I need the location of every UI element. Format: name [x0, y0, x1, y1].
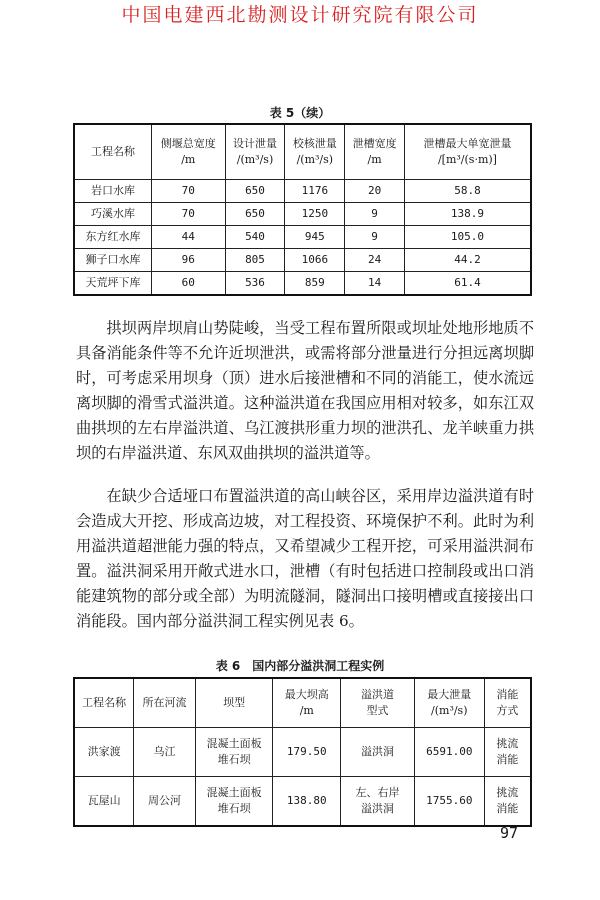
table-cell: 20: [345, 180, 405, 203]
table6-header-spillway-type: 溢洪道 型式: [341, 678, 415, 728]
table-cell: 6591.00: [414, 728, 484, 777]
table-cell: 9: [345, 203, 405, 226]
table-cell: 138.80: [273, 777, 341, 827]
table-cell: 巧溪水库: [74, 203, 152, 226]
table6-header-energy-dissipation: 消能 方式: [484, 678, 531, 728]
table-cell: 混凝土面板 堆石坝: [195, 777, 273, 827]
table6-header-river: 所在河流: [134, 678, 196, 728]
paragraph-text: 在缺少合适垭口布置溢洪道的高山峡谷区，采用岸边溢洪道有时会造成大开挖、形成高边坡，对工程投资、环境保护不利。此时为利用溢洪道超泄能力强的特点，又希望减少工程开挖，可采用溢洪洞布置。溢洪洞采用开敞式进水口，泄槽（有时包括进口控制段或出口消能建筑物的部分或全部）为明流隧洞，隧洞出口接明槽或直接接出口消能段。国内部分溢洪洞工程实例见表 6。: [76, 487, 534, 630]
table-cell: 挑流 消能: [484, 777, 531, 827]
table-cell: 60: [152, 272, 226, 296]
table-cell: 乌江: [134, 728, 196, 777]
table-row: [74, 226, 531, 249]
table-cell: 左、右岸 溢洪洞: [341, 777, 415, 827]
table5-header-project-name: 工程名称: [74, 124, 152, 180]
table6-header-project-name: 工程名称: [74, 678, 134, 728]
table-row: [74, 272, 531, 296]
table-cell: 945: [285, 226, 345, 249]
table-cell: 179.50: [273, 728, 341, 777]
table-cell: 70: [152, 180, 226, 203]
table-cell: 洪家渡: [74, 728, 134, 777]
table-cell: 58.8: [404, 180, 531, 203]
table-cell: 536: [225, 272, 285, 296]
table-cell: 瓦屋山: [74, 777, 134, 827]
table-cell: 1755.60: [414, 777, 484, 827]
table-cell: 24: [345, 249, 405, 272]
table-cell: 650: [225, 203, 285, 226]
table-row: [74, 777, 531, 827]
table-cell: 138.9: [404, 203, 531, 226]
table5-header-chute-width: 泄槽宽度 /m: [345, 124, 405, 180]
table-cell: 挑流 消能: [484, 728, 531, 777]
table-cell: 9: [345, 226, 405, 249]
table6-header-dam-type: 坝型: [195, 678, 273, 728]
table-row: [74, 203, 531, 226]
table5: [73, 123, 532, 296]
table-cell: 溢洪洞: [341, 728, 415, 777]
table-cell: 859: [285, 272, 345, 296]
table5-caption: 表 5（续）: [269, 106, 331, 120]
table-cell: 44: [152, 226, 226, 249]
body-paragraph-2: [76, 484, 534, 634]
table6-caption: 表 6 国内部分溢洪洞工程实例: [215, 659, 385, 673]
table6-header-max-dam-height: 最大坝高 /m: [273, 678, 341, 728]
table-cell: 1176: [285, 180, 345, 203]
table-cell: 70: [152, 203, 226, 226]
table-cell: 61.4: [404, 272, 531, 296]
table-cell: 狮子口水库: [74, 249, 152, 272]
table-cell: 1066: [285, 249, 345, 272]
table-cell: 岩口水库: [74, 180, 152, 203]
table-cell: 14: [345, 272, 405, 296]
table-cell: 44.2: [404, 249, 531, 272]
table6-header-row: [74, 678, 531, 728]
table-cell: 650: [225, 180, 285, 203]
table-cell: 混凝土面板 堆石坝: [195, 728, 273, 777]
table-cell: 105.0: [404, 226, 531, 249]
table-row: [74, 180, 531, 203]
table6-header-max-discharge: 最大泄量 /(m³/s): [414, 678, 484, 728]
table-row: [74, 728, 531, 777]
page-number: 97: [500, 824, 519, 842]
table-cell: 805: [225, 249, 285, 272]
table-cell: 96: [152, 249, 226, 272]
publisher-watermark: 中国电建西北勘测设计研究院有限公司: [121, 4, 479, 26]
table-cell: 周公河: [134, 777, 196, 827]
table5-header-check-discharge: 校核泄量 /(m³/s): [285, 124, 345, 180]
body-paragraph-1: [76, 316, 534, 466]
table5-header-max-unit-discharge: 泄槽最大单宽泄量 /[m³/(s·m)]: [404, 124, 531, 180]
table-row: [74, 249, 531, 272]
table-cell: 天荒坪下库: [74, 272, 152, 296]
table5-header-design-discharge: 设计泄量 /(m³/s): [225, 124, 285, 180]
paragraph-text: 拱坝两岸坝肩山势陡峻，当受工程布置所限或坝址处地形地质不具备消能条件等不允许近坝泄洪，或需将部分泄量进行分担远离坝脚时，可考虑采用坝身（顶）进水后接泄槽和不同的消能工，使水流远离坝脚的滑雪式溢洪道。这种溢洪道在我国应用相对较多，如东江双曲拱坝的左右岸溢洪道、乌江渡拱形重力坝的泄洪孔、龙羊峡重力拱坝的右岸溢洪道、东风双曲拱坝的溢洪道等。: [76, 319, 534, 462]
table5-header-side-weir-width: 侧堰总宽度 /m: [152, 124, 226, 180]
table6: [73, 677, 532, 827]
table-cell: 540: [225, 226, 285, 249]
table5-header-row: [74, 124, 531, 180]
table-cell: 东方红水库: [74, 226, 152, 249]
table-cell: 1250: [285, 203, 345, 226]
